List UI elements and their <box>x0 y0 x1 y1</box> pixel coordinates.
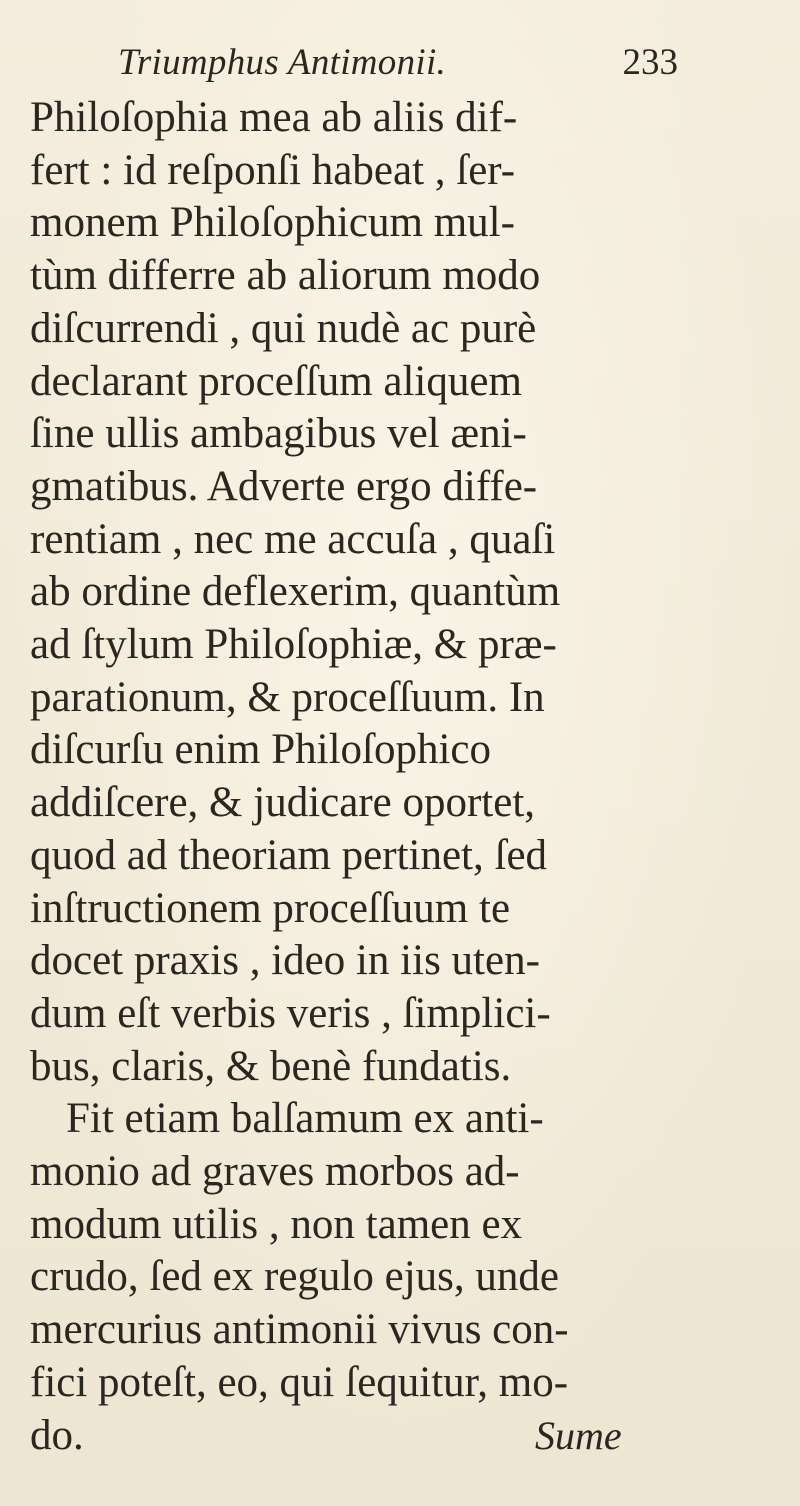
text-line: Philoſophia mea ab aliis dif- <box>30 94 518 141</box>
text-line: gmatibus. Adverte ergo diffe- <box>30 462 538 510</box>
text-line: rentiam , nec me accuſa , quaſi <box>30 515 556 563</box>
text-line: dum eſt verbis veris , ſimplici- <box>30 989 551 1037</box>
text-line: monem Philoſophicum mul- <box>30 199 515 247</box>
text-line: declarant proceſſum aliquem <box>30 357 522 405</box>
text-line: fert : id reſponſi habeat , ſer- <box>30 146 516 194</box>
catchword: Sume <box>535 1412 622 1458</box>
text-line: addiſcere, & judicare oportet, <box>30 779 536 827</box>
text-line: Fit etiam balſamum ex anti- <box>66 1095 544 1143</box>
text-line: mercurius antimonii vivus con- <box>30 1306 569 1354</box>
page-number: 233 <box>622 42 678 83</box>
text-line: ab ordine deflexerim, quantùm <box>30 568 561 616</box>
text-line: quod ad theoriam pertinet, ſed <box>30 831 548 879</box>
text-line: crudo, ſed ex regulo ejus, unde <box>30 1253 559 1301</box>
page-header <box>118 38 678 88</box>
text-line: bus, claris, & benè fundatis. <box>30 1042 512 1090</box>
text-line: ſine ullis ambagibus vel æni- <box>30 410 527 458</box>
text-line: fici poteſt, eo, qui ſequitur, mo- <box>30 1358 569 1406</box>
last-line <box>30 1410 750 1463</box>
text-line: parationum, & proceſſuum. In <box>30 673 545 721</box>
text-line: ad ſtylum Philoſophiæ, & præ- <box>30 621 557 669</box>
text-line: diſcurſu enim Philoſophico <box>30 726 492 774</box>
text-line: diſcurrendi , qui nudè ac purè <box>30 304 537 352</box>
text-line: do. <box>30 1411 84 1459</box>
text-line: modum utilis , non tamen ex <box>30 1200 523 1248</box>
body-text <box>30 92 750 1462</box>
running-title: Triumphus Antimonii. <box>118 42 447 83</box>
text-line: monio ad graves morbos ad- <box>30 1148 520 1196</box>
text-line: inſtructionem proceſſuum te <box>30 884 511 932</box>
text-line: tùm differre ab aliorum modo <box>30 252 541 300</box>
text-line: docet praxis , ideo in iis uten- <box>30 937 540 985</box>
